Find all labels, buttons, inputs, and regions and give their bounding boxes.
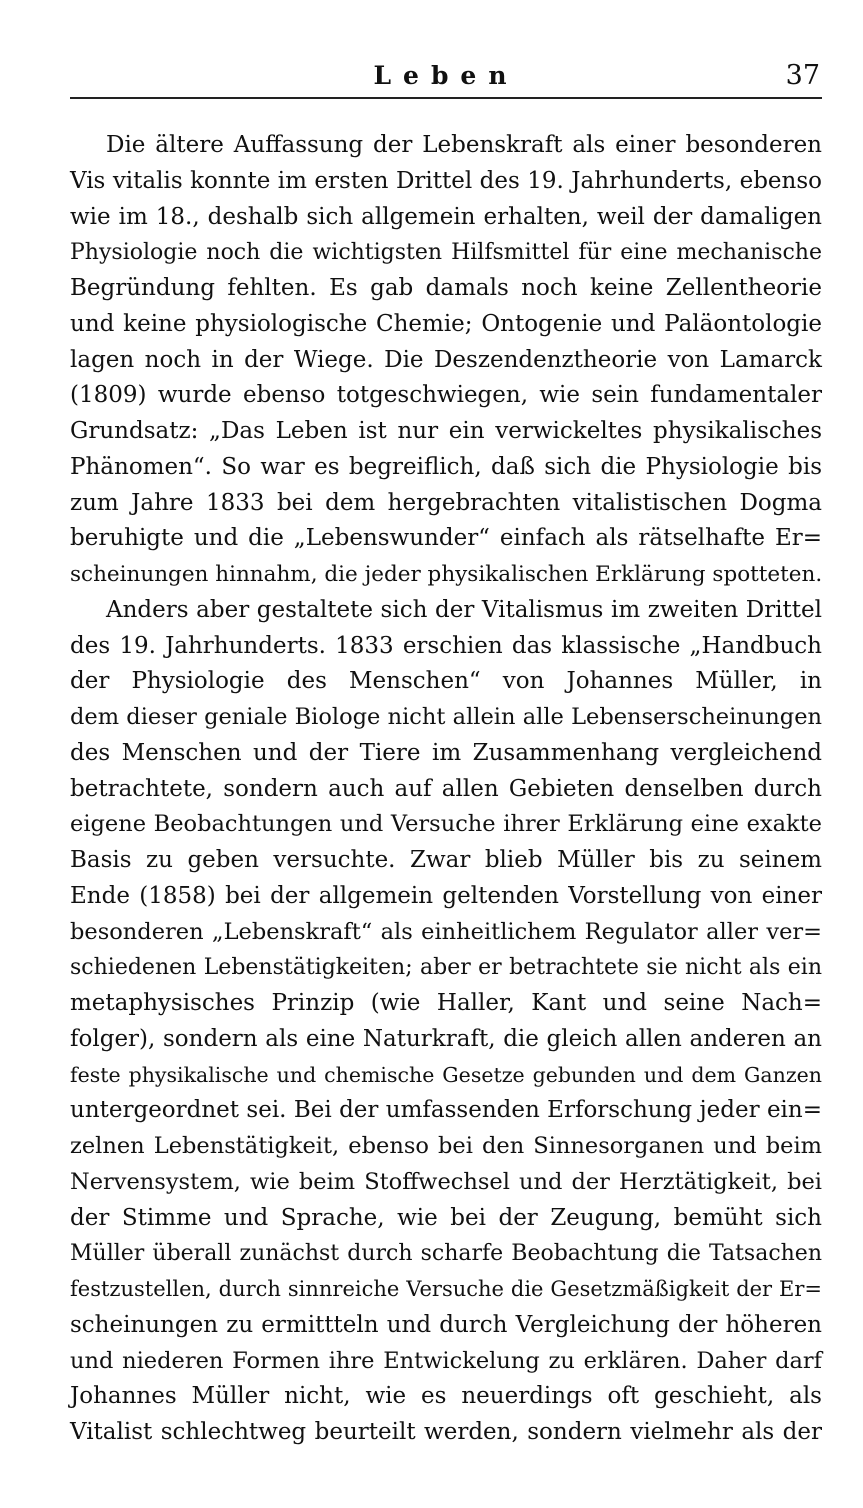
- text-line: schiedenen Lebenstätigkeiten; aber er betrachtete sie nicht als ein: [70, 955, 822, 981]
- text-line: festzustellen, durch sinnreiche Versuche die Gesetzmäßigkeit der Er=: [70, 1277, 822, 1301]
- text-line: des Menschen und der Tiere im Zusammenhang vergleichend: [70, 739, 822, 766]
- text-line: Müller überall zunächst durch scharfe Beobachtung die Tatsachen: [70, 1241, 822, 1267]
- running-head-title: Leben: [373, 61, 519, 90]
- text-line: Phänomen“. So war es begreiflich, daß sich die Physiologie bis: [70, 453, 822, 480]
- text-line: zum Jahre 1833 bei dem hergebrachten vitalistischen Dogma: [70, 489, 822, 516]
- text-line: Johannes Müller nicht, wie es neuerdings oft geschieht, als: [70, 1383, 822, 1410]
- text-line: feste physikalische und chemische Gesetze gebunden und dem Ganzen: [70, 1062, 822, 1087]
- text-line: Grundsatz: „Das Leben ist nur ein verwickeltes physikalisches: [70, 418, 822, 444]
- text-line: Physiologie noch die wichtigsten Hilfsmittel für eine mechanische: [70, 240, 822, 266]
- text-line: untergeordnet sei. Bei der umfassenden Erforschung jeder ein=: [70, 1097, 822, 1124]
- text-line: Die ältere Auffassung der Lebenskraft als einer besonderen: [106, 132, 822, 158]
- body-text: [70, 128, 822, 1451]
- text-line: betrachtete, sondern auch auf allen Gebieten denselben durch: [70, 775, 822, 802]
- text-line: (1809) wurde ebenso totgeschwiegen, wie sein fundamentaler: [70, 382, 822, 409]
- text-line: folger), sondern als eine Naturkraft, die gleich allen anderen an: [70, 1025, 822, 1052]
- text-line: Vitalist schlechtweg beurteilt werden, sondern vielmehr als der: [70, 1419, 822, 1445]
- text-line: und niederen Formen ihre Entwickelung zu erklären. Daher darf: [70, 1347, 822, 1374]
- text-line: Basis zu geben versuchte. Zwar blieb Müller bis zu seinem: [70, 847, 822, 873]
- text-line: Nervensystem, wie beim Stoffwechsel und der Herztätigkeit, bei: [70, 1168, 822, 1195]
- text-line: der Physiologie des Menschen“ von Johannes Müller, in: [70, 668, 822, 695]
- text-line: beruhigte und die „Lebenswunder“ einfach als rätselhafte Er=: [70, 525, 822, 552]
- text-line: und keine physiologische Chemie; Ontogenie und Paläontologie: [70, 310, 822, 337]
- text-line: besonderen „Lebenskraft“ als einheitlichem Regulator aller ver=: [70, 918, 822, 945]
- text-line: Begründung fehlten. Es gab damals noch keine Zellentheorie: [70, 275, 822, 301]
- text-line: eigene Beobachtungen und Versuche ihrer Erklärung eine exakte: [70, 811, 822, 838]
- text-line: metaphysisches Prinzip (wie Haller, Kant und seine Nach=: [70, 990, 822, 1016]
- text-line: wie im 18., deshalb sich allgemein erhalten, weil der damaligen: [70, 203, 822, 230]
- text-line: zelnen Lebenstätigkeit, ebenso bei den Sinnesorganen und beim: [70, 1133, 822, 1159]
- text-line: lagen noch in der Wiege. Die Deszendenztheorie von Lamarck: [70, 346, 822, 373]
- text-line: des 19. Jahrhunderts. 1833 erschien das klassische „Handbuch: [70, 632, 822, 659]
- text-line: Vis vitalis konnte im ersten Drittel des 19. Jahrhunderts, ebenso: [70, 167, 822, 194]
- text-line: dem dieser geniale Biologe nicht allein alle Lebenserscheinungen: [70, 704, 822, 730]
- text-line: Anders aber gestaltete sich der Vitalismus im zweiten Drittel: [106, 596, 822, 623]
- text-line: scheinungen hinnahm, die jeder physikalischen Erklärung spotteten.: [70, 562, 823, 587]
- text-line: der Stimme und Sprache, wie bei der Zeugung, bemüht sich: [70, 1204, 822, 1231]
- header-rule: [70, 97, 822, 99]
- text-line: Ende (1858) bei der allgemein geltenden Vorstellung von einer: [70, 882, 822, 909]
- running-head: [70, 56, 822, 96]
- page-number: 37: [785, 60, 820, 91]
- text-line: scheinungen zu ermittteln und durch Vergleichung der höheren: [70, 1311, 822, 1338]
